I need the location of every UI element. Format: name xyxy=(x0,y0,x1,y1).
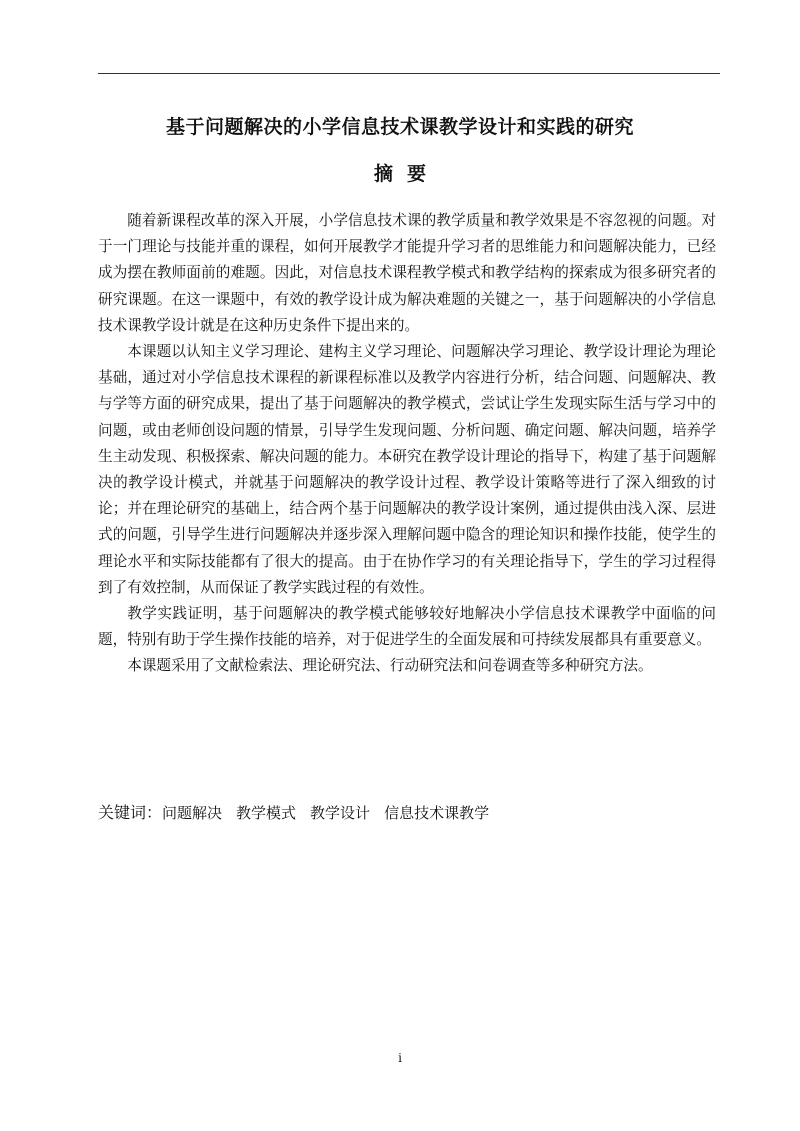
keyword-term: 信息技术课教学 xyxy=(384,804,490,822)
abstract-paragraph-3: 教学实践证明，基于问题解决的教学模式能够较好地解决小学信息技术课教学中面临的问题，特别有助于学生操作技能的培养，对于促进学生的全面发展和可持续发展都具有重要意义。 xyxy=(98,605,716,649)
keyword-term: 教学模式 xyxy=(236,804,297,822)
page-number: i xyxy=(398,1051,402,1065)
abstract-heading: 摘要 xyxy=(373,163,440,185)
abstract-paragraph-4: 本课题采用了文献检索法、理论研究法、行动研究法和问卷调查等多种研究方法。 xyxy=(127,657,653,675)
keywords-line xyxy=(98,800,716,826)
keyword-term: 问题解决 xyxy=(162,804,223,822)
abstract-paragraph-1: 随着新课程改革的深入开展，小学信息技术课的教学质量和教学效果是不容忽视的问题。对于一门理论与技能并重的课程，如何开展教学才能提升学习者的思维能力和问题解决能力，已经成为摆在教师面前的难题。因此，对信息技术课程教学模式和教学结构的探索成为很多研究者的研究课题。在这一课题中，有效的教学设计成为解决难题的关键之一，基于问题解决的小学信息技术课教学设计就是在这种历史条件下提出来的。 xyxy=(98,212,716,334)
abstract-body xyxy=(98,208,716,680)
keywords-label: 关键词： xyxy=(98,803,163,822)
document-title: 基于问题解决的小学信息技术课教学设计和实践的研究 xyxy=(165,116,634,138)
abstract-paragraph-2: 本课题以认知主义学习理论、建构主义学习理论、问题解决学习理论、教学设计理论为理论基础，通过对小学信息技术课程的新课程标准以及教学内容进行分析，结合问题、问题解决、教与学等方面的研究成果，提出了基于问题解决的教学模式，尝试让学生发现实际生活与学习中的问题，或由老师创设问题的情景，引导学生发现问题、分析问题、确定问题、解决问题，培养学生主动发现、积极探索、解决问题的能力。本研究在教学设计理论的指导下，构建了基于问题解决的教学设计模式，并就基于问题解决的教学设计过程、教学设计策略等进行了深入细致的讨论；并在理论研究的基础上，结合两个基于问题解决的教学设计案例，通过提供由浅入深、层进式的问题，引导学生进行问题解决并逐步深入理解问题中隐含的理论知识和操作技能，使学生的理论水平和实际技能都有了很大的提高。由于在协作学习的有关理论指导下，学生的学习过程得到了有效控制，从而保证了教学实践过程的有效性。 xyxy=(98,343,716,596)
keyword-term: 教学设计 xyxy=(310,804,371,822)
header-rule xyxy=(98,73,720,74)
